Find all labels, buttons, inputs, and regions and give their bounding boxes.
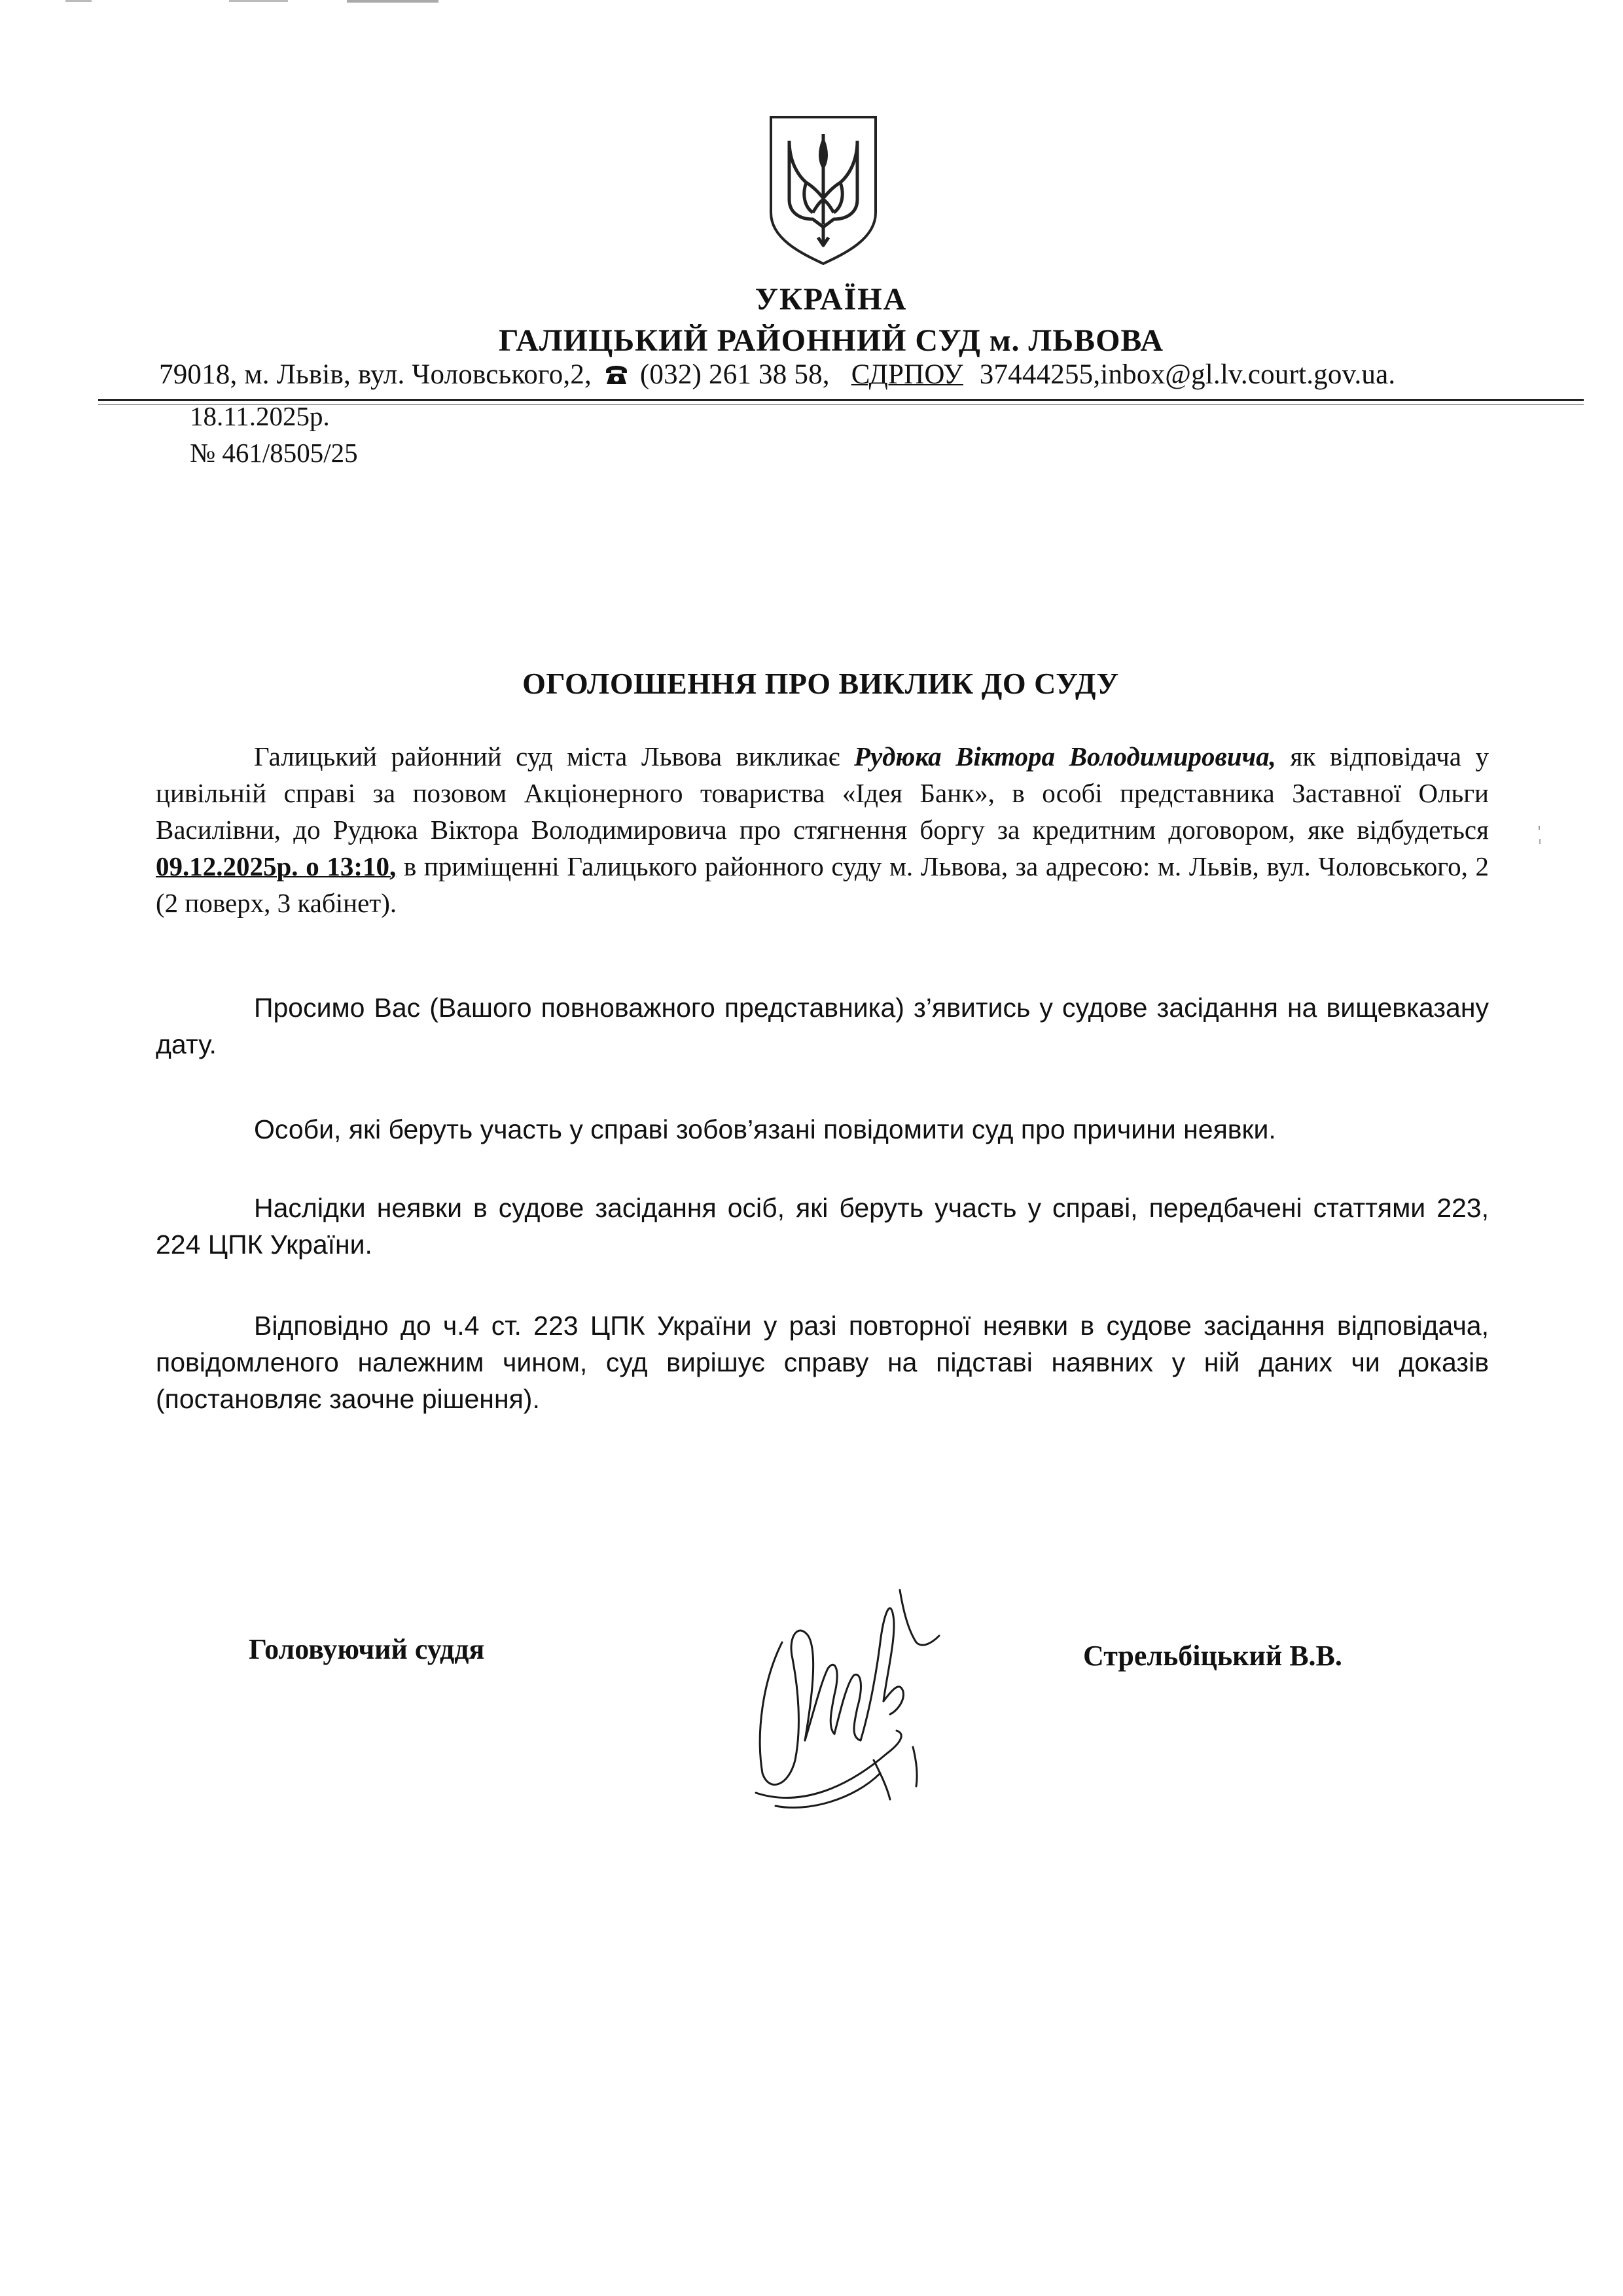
case-number: № 461/8505/25 <box>190 438 358 468</box>
p1-text-a: Галицький районний суд міста Львова викликає <box>254 741 854 771</box>
address-text: 79018, м. Львів, вул. Чоловського,2, <box>159 359 592 390</box>
court-title: ГАЛИЦЬКИЙ РАЙОННИЙ СУД м. ЛЬВОВА <box>498 323 1164 358</box>
notification-paragraph <box>156 1111 1489 1148</box>
default-judgment-paragraph <box>156 1307 1489 1417</box>
scan-edge-marks <box>65 0 458 5</box>
judge-name: Стрельбіцький В.В. <box>1083 1640 1342 1672</box>
handwritten-signature-icon <box>736 1577 952 1826</box>
court-address-line <box>159 359 1395 391</box>
summons-paragraph <box>156 738 1489 921</box>
phone-number: (032) 261 38 58, <box>639 359 830 390</box>
defendant-name: Рудюка Віктора Володимировича, <box>853 741 1276 771</box>
edrpou-email: 37444255,inbox@gl.lv.court.gov.ua. <box>979 359 1396 390</box>
judge-title: Головуючий суддя <box>249 1633 485 1665</box>
edrpou-label: СДРПОУ <box>851 359 963 390</box>
country-title: УКРАЇНА <box>755 282 908 317</box>
telephone-icon <box>604 364 629 385</box>
consequences-paragraph <box>156 1190 1489 1263</box>
letter-date: 18.11.2025р. <box>190 401 330 431</box>
p4-text: Наслідки неявки в судове засідання осіб, які беруть участь у справі, передбачені статтями 223, 224 ЦПК України. <box>156 1193 1489 1260</box>
p2-text: Просимо Вас (Вашого повноважного представника) з’явитись у судове засідання на вищевказану дату. <box>156 993 1489 1059</box>
hearing-datetime: 09.12.2025р. о 13:10, <box>156 851 397 881</box>
p1-text-c: в приміщенні Галицького районного суду м. Львова, за адресою: м. Львів, вул. Чоловського, 2 (2 поверх, 3 кабінет). <box>156 851 1489 918</box>
request-paragraph <box>156 989 1489 1063</box>
p1-text-b: як відповідача у цивільній справі за позовом Акціонерного товариства «Ідея Банк», в особі представника Заставної Ольги Василівни, до Рудюка Віктора Володимировича про стягнення боргу за кредитним договором, яке відбудеться <box>156 741 1489 845</box>
trident-coat-of-arms-icon <box>767 115 880 266</box>
notice-title: ОГОЛОШЕННЯ ПРО ВИКЛИК ДО СУДУ <box>522 667 1119 700</box>
p3-text: Особи, які беруть участь у справі зобов’язані повідомити суд про причини неявки. <box>254 1114 1276 1144</box>
p5-text: Відповідно до ч.4 ст. 223 ЦПК України у разі повторної неявки в судове засідання відповідача, повідомленого належним чином, суд вирішує справу на підставі наявних у ній даних чи доказів (постановляє заочне рішення). <box>156 1311 1489 1414</box>
scan-speck <box>1537 826 1543 852</box>
